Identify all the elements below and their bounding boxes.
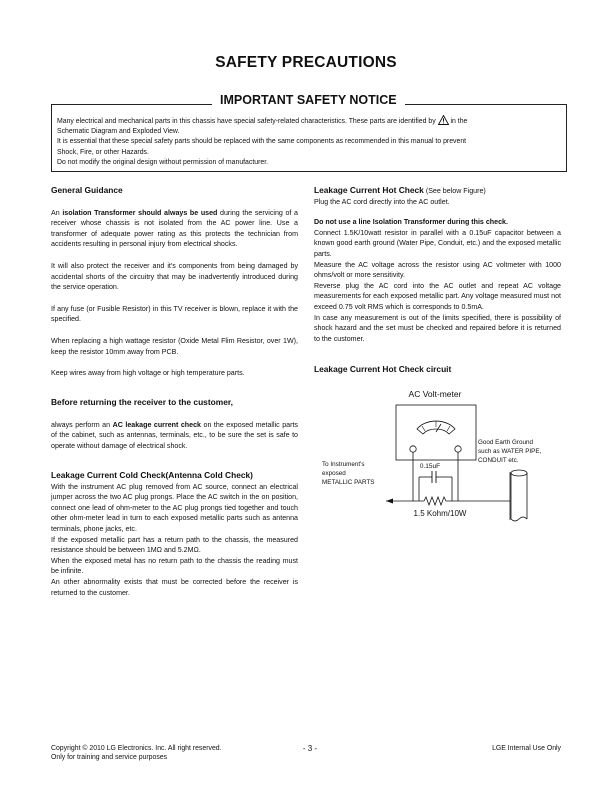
cold-check-paragraph-1: With the instrument AC plug removed from AC source, connect an electrical jumper across the two AC plug prongs. Place the AC switch in the on position, connect one lead of ohm-meter to the AC plug prongs tied together and touch other ohm-meter lead in turn to each exposed metallic parts such as antenna terminals, phone jacks, etc. (51, 482, 298, 533)
general-paragraph-1: An isolation Transformer should always be used during the servicing of a receiver whose chassis is not isolated from the AC power line. Use a transformer of adequate power rating as this protects the technician from accidents resulting in personal injury from electrical shocks. (51, 208, 298, 249)
hot-check-heading: Leakage Current Hot Check (See below Figure) (314, 185, 486, 195)
page-title: SAFETY PRECAUTIONS (215, 54, 397, 71)
before-return-paragraph: always perform an AC leakage current check on the exposed metallic parts of the cabinet, such as antennas, terminals, etc., to be sure the set is safe to operate without damage of electrical shock. (51, 420, 298, 450)
hot-check-paragraph-1: Plug the AC cord directly into the AC outlet. (314, 197, 450, 206)
warning-triangle-icon (438, 115, 449, 125)
cold-check-paragraph-4: An other abnormality exists that must be corrected before the receiver is returned to the customer. (51, 577, 298, 597)
circuit-heading: Leakage Current Hot Check circuit (314, 364, 452, 374)
notice-line-1: Many electrical and mechanical parts in this chassis have special safety-related characteristics. These parts are identified by in the (57, 115, 562, 127)
metallic-parts-label-2: exposed (322, 470, 346, 477)
cold-check-paragraph-2: If the exposed metallic part has a return path to the chassis, the measured resistance should be between 1MΩ and 5.2MΩ. (51, 535, 298, 555)
metallic-parts-label-1: To Instrument's (322, 461, 365, 468)
general-guidance-heading: General Guidance (51, 185, 123, 195)
general-paragraph-3: If any fuse (or Fusible Resistor) in this TV receiver is blown, replace it with the specified. (51, 304, 298, 324)
hot-check-paragraph-4: Reverse plug the AC cord into the AC outlet and repeat AC voltage measurements for each exposed metallic part. Any voltage measured must not exceed 0.75 volt RMS which is corresponds to 0.5mA. (314, 281, 561, 311)
capacitor-label: 0.15uF (419, 463, 441, 470)
general-paragraph-4: When replacing a high wattage resistor (Oxide Metal Flim Resistor, over 1W), keep the resistor 10mm away from PCB. (51, 336, 298, 356)
before-return-section (51, 397, 298, 451)
general-paragraph-2: It will also protect the receiver and it's components from being damaged by accidental shorts of the circuitry that may be inadvertently introduced during the service operation. (51, 261, 298, 292)
meter-needle (436, 424, 441, 432)
resistor-symbol (424, 497, 446, 505)
water-pipe-symbol (511, 470, 527, 476)
hot-check-paragraph-5: In case any measurement is out of the limits specified, there is possibility of shock hazard and the set must be checked and repaired before it is returned to the customer. (314, 313, 561, 343)
notice-heading: IMPORTANT SAFETY NOTICE (212, 93, 405, 107)
notice-line-3: It is essential that these special safety parts should be replaced with the same components as recommended in this manual to prevent (57, 138, 467, 146)
training-text: Only for training and service purposes (51, 754, 168, 761)
footer-left (51, 744, 222, 762)
general-paragraph-5: Keep wires away from high voltage or high temperature parts. (51, 369, 245, 378)
meter-terminal-left (410, 446, 416, 452)
internal-use-label: LGE Internal Use Only (492, 745, 561, 752)
meter-terminal-right (455, 446, 461, 452)
notice-line-2: Schematic Diagram and Exploded View. (57, 128, 180, 136)
resistor-label: 1.5 Kohm/10W (413, 509, 467, 518)
notice-line-4: Shock, Fire, or other Hazards. (57, 148, 149, 156)
ground-label-1: Good Earth Ground (478, 439, 533, 446)
arrow-left-icon (386, 499, 393, 504)
cold-check-heading: Leakage Current Cold Check(Antenna Cold Check) (51, 470, 253, 480)
copyright-text: Copyright © 2010 LG Electronics. Inc. All right reserved. (51, 745, 222, 752)
ground-label-3: CONDUIT etc. (478, 457, 519, 464)
hot-check-paragraph-2: Connect 1.5K/10watt resistor in parallel with a 0.15uF capacitor between a known good earth ground (Water Pipe, Conduit, etc.) and the exposed metallic parts. (314, 228, 561, 258)
voltmeter-box (396, 405, 476, 460)
cold-check-paragraph-3: When the exposed metal has no return path to the chassis the reading must be infinite. (51, 556, 298, 576)
notice-line-5: Do not modify the original design without permission of manufacturer. (57, 158, 269, 166)
metallic-parts-label-3: METALLIC PARTS (322, 479, 375, 486)
ground-label-2: such as WATER PIPE, (478, 448, 542, 455)
cold-check-section (51, 470, 298, 598)
hot-check-section (314, 185, 561, 344)
leakage-circuit-diagram (314, 380, 574, 540)
before-return-heading: Before returning the receiver to the customer, (51, 397, 233, 407)
meter-label: AC Volt-meter (408, 389, 462, 399)
general-guidance-section (51, 185, 298, 379)
hot-check-paragraph-3: Measure the AC voltage across the resistor using AC voltmeter with 1000 ohms/volt or more sensitivity. (314, 260, 561, 280)
page-number: - 3 - (302, 744, 318, 753)
notice-text (57, 115, 562, 168)
hot-check-warning: Do not use a line Isolation Transformer during this check. (314, 218, 508, 227)
